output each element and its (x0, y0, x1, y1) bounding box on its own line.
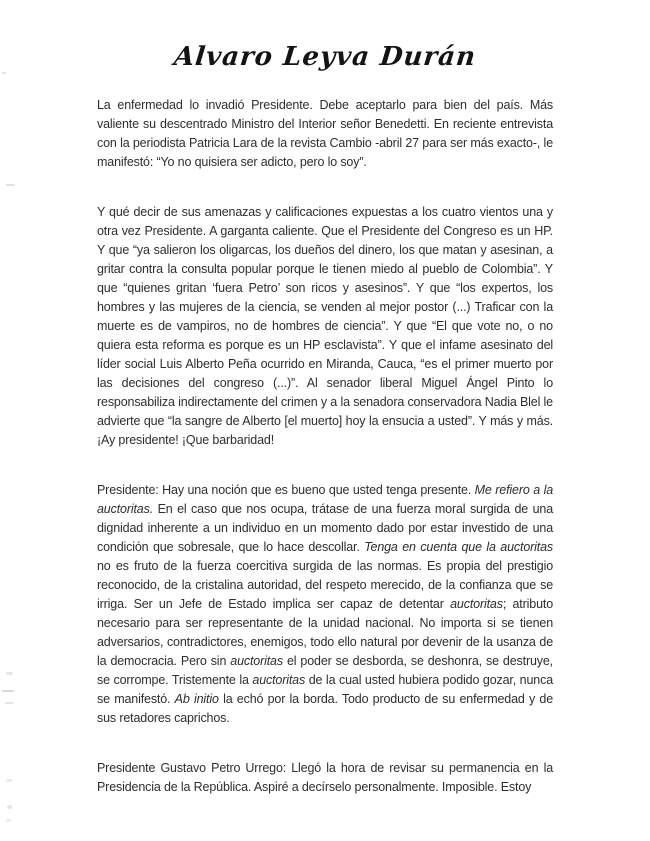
scan-artifact (5, 702, 14, 704)
letter-paragraph-3 (97, 481, 553, 728)
text-run: Tenga en cuenta que la auctoritas (364, 540, 553, 554)
signature-header: Alvaro Leyva Durán (172, 42, 478, 72)
letter-paragraph-2 (97, 203, 553, 450)
scan-artifact (6, 819, 11, 822)
text-run: no es fruto de la fuerza coercitiva surgida de las normas. Es propia del prestigio reconocido, de la cristalina autoridad, del respeto merecido, de la confianza que se irriga. Ser un Jefe de Estado implica ser capaz de detentar (97, 559, 553, 611)
text-run: auctoritas (230, 654, 283, 668)
scan-artifact (6, 672, 13, 675)
text-run: Ab initio (174, 692, 219, 706)
scan-artifact (6, 184, 15, 186)
text-run: La enfermedad lo invadió Presidente. Debe aceptarlo para bien del país. Más valiente su descentrado Ministro del Interior señor Benedetti. En reciente entrevista con la periodista Patricia Lara de la revista Cambio -abril 27 para ser más exacto-, le manifestó: “Yo no quisiera ser adicto, pero lo soy”. (97, 98, 553, 169)
scan-artifact (6, 779, 12, 782)
text-run: Y qué decir de sus amenazas y calificaciones expuestas a los cuatro vientos una y otra vez Presidente. A garganta caliente. Que el Presidente del Congreso es un HP. Y que “ya salieron los oligarcas, los dueños del dinero, los que matan y asesinan, a gritar contra la consulta popular porque le tienen miedo al pueblo de Colombia”. Y que “quienes gritan ‘fuera Petro’ son ricos y asesinos”. Y que “los expertos, los hombres y las mujeres de la ciencia, se venden al mejor postor (...) Traficar con la muerte es de vampiros, no de hombres de ciencia”. Y que “El que vote no, o no quiera esta reforma es porque es un HP esclavista”. Y que el infame asesinato del líder social Luis Alberto Peña ocurrido en Miranda, Cauca, “es el primer muerto por las decisiones del congreso (...)”. Al senador liberal Miguel Ángel Pinto lo responsabiliza indirectamente del crimen y a la senadora conservadora Nadia Blel le advierte que “la sangre de Alberto [el muerto] hoy la ensucia a usted”. Y más y más. ¡Ay presidente! ¡Que barbaridad! (97, 205, 553, 447)
text-run: Presidente: Hay una noción que es bueno que usted tenga presente. (97, 483, 475, 497)
text-run: Me refiero a la auctoritas. (97, 483, 553, 516)
text-run: el poder se desborda, se deshonra, se destruye, se corrompe. Tristemente la (97, 654, 553, 687)
text-run: auctoritas (450, 597, 503, 611)
scan-artifact (7, 805, 12, 809)
text-run: En el caso que nos ocupa, trátase de una fuerza moral surgida de una dignidad inherente a un individuo en un momento dado por estar investido de una condición que sobresale, que lo hace descollar. (97, 502, 553, 554)
scan-artifact (2, 690, 14, 692)
text-run: Presidente Gustavo Petro Urrego: Llegó la hora de revisar su permanencia en la Presidencia de la República. Aspiré a decírselo personalmente. Imposible. Estoy (97, 761, 553, 794)
letter-body (97, 96, 553, 797)
scan-artifact (2, 72, 6, 74)
text-run: de la cual usted hubiera podido gozar, nunca se manifestó. (97, 673, 553, 706)
letter-paragraph-1 (97, 96, 553, 172)
text-run: auctoritas (252, 673, 306, 687)
letter-paragraph-4 (97, 759, 553, 797)
text-run: la echó por la borda. Todo producto de su enfermedad y de sus retadores caprichos. (97, 692, 554, 725)
text-run: ; atributo necesario para ser representante de la unidad nacional. No importa si se tienen adversarios, contradictores, enemigos, todo ello natural por devenir de la usanza de la democracia. Pero sin (97, 597, 553, 668)
